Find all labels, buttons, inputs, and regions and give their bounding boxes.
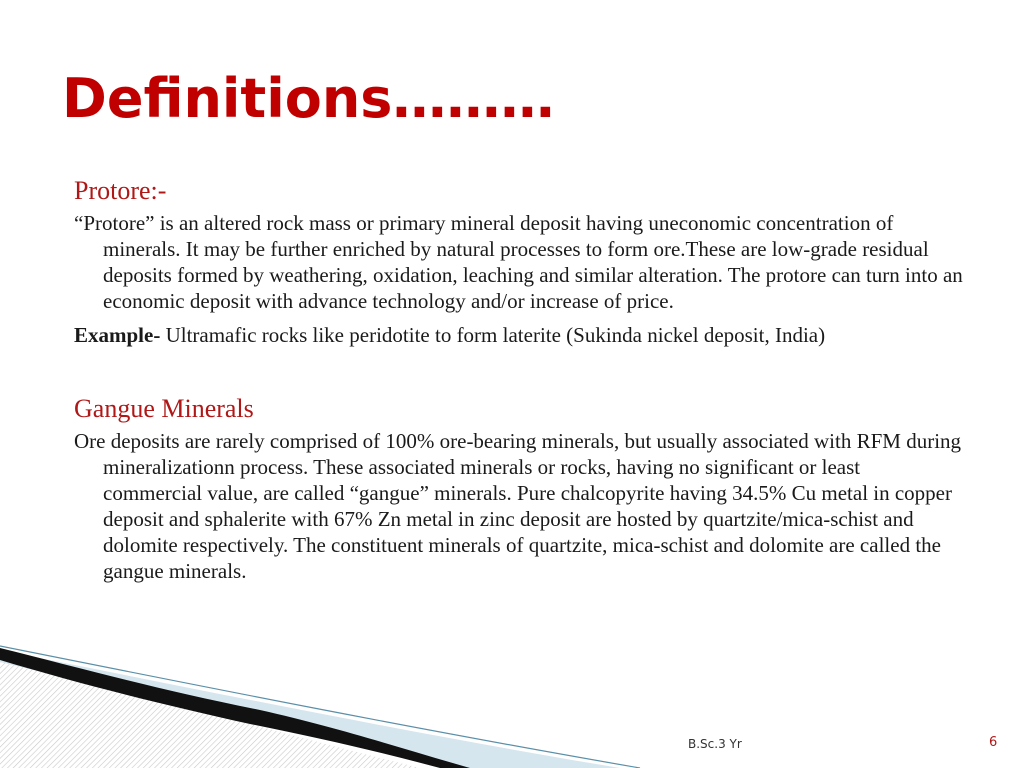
- page-number: 6: [989, 735, 998, 750]
- gangue-definition: Ore deposits are rarely comprised of 100% ore-bearing minerals, but usually associated with RFM during mineralizationn process. These associated minerals or rocks, having no significant or least commercial value, are called “gangue” minerals. Pure chalcopyrite having 34.5% Cu metal in copper deposit and sphalerite with 67% Zn metal in zinc deposit are hosted by quartzite/mica-schist and dolomite respectively. The constituent minerals of quartzite, mica-schist and dolomite are called the gangue minerals.: [74, 429, 962, 583]
- slide-title: Definitions………: [62, 67, 555, 130]
- slide-content: [74, 174, 964, 584]
- protore-definition: “Protore” is an altered rock mass or primary mineral deposit having uneconomic concentration of minerals. It may be further enriched by natural processes to form ore.These are low-grade residual deposits formed by weathering, oxidation, leaching and similar alteration. The protore can turn into an economic deposit with advance technology and/or increase of price.: [74, 211, 963, 313]
- example-label: Example-: [74, 323, 161, 347]
- footer-label: B.Sc.3 Yr: [688, 737, 742, 751]
- protore-example: [74, 322, 964, 348]
- gangue-heading: Gangue Minerals: [74, 394, 254, 423]
- protore-heading: Protore:-: [74, 176, 167, 205]
- example-text: Ultramafic rocks like peridotite to form laterite (Sukinda nickel deposit, India): [160, 323, 826, 347]
- section-gap: [74, 348, 964, 392]
